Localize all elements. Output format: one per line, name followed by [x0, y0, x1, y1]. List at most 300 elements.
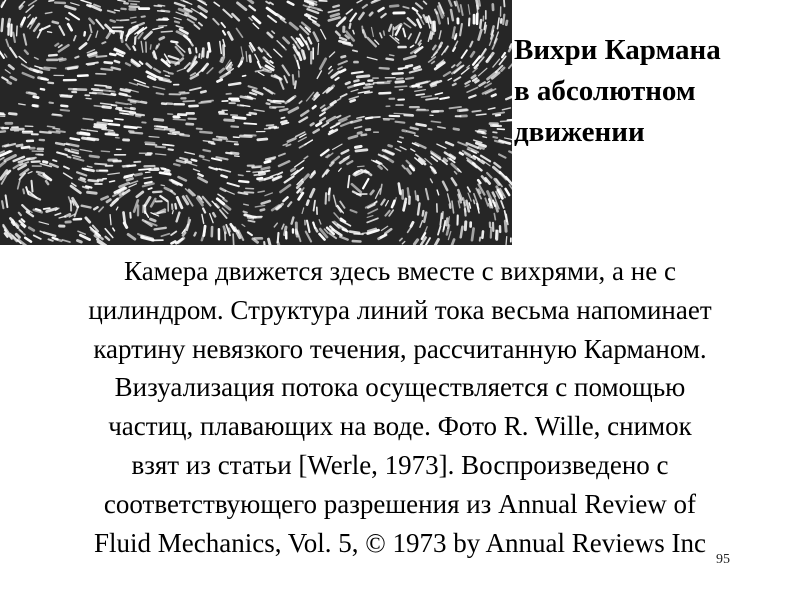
particle-streak: [437, 190, 439, 195]
particle-streak: [239, 62, 242, 67]
particle-streak: [226, 191, 235, 195]
particle-streak: [395, 149, 401, 152]
particle-streak: [103, 94, 110, 95]
particle-streak: [328, 86, 333, 90]
particle-streak: [426, 189, 428, 199]
particle-streak: [300, 118, 308, 122]
particle-streak: [417, 20, 420, 27]
particle-streak: [329, 130, 337, 134]
particle-streak: [291, 169, 294, 171]
particle-streak: [262, 168, 270, 170]
particle-streak: [477, 131, 481, 132]
particle-streak: [173, 119, 185, 120]
particle-streak: [167, 61, 178, 63]
particle-streak: [346, 82, 350, 84]
particle-streak: [408, 18, 416, 25]
particle-streak: [493, 132, 497, 133]
particle-streak: [2, 77, 7, 80]
particle-streak: [440, 214, 441, 225]
particle-streak: [336, 78, 339, 80]
particle-streak: [368, 209, 377, 214]
particle-streak: [97, 56, 107, 57]
particle-streak: [431, 81, 441, 85]
particle-streak: [49, 55, 57, 56]
particle-streak: [262, 201, 270, 204]
particle-streak: [17, 145, 22, 146]
particle-streak: [101, 69, 112, 70]
particle-streak: [154, 6, 161, 7]
particle-streak: [270, 174, 276, 176]
particle-streak: [260, 179, 265, 180]
particle-streak: [131, 90, 139, 92]
particle-streak: [350, 232, 359, 233]
particle-streak: [165, 75, 169, 76]
particle-streak: [367, 218, 378, 222]
particle-streak: [418, 204, 420, 215]
particle-streak: [159, 26, 167, 27]
particle-streak: [34, 235, 41, 239]
particle-streak: [195, 25, 200, 29]
particle-streak: [371, 191, 374, 194]
particle-streak: [88, 64, 94, 65]
particle-streak: [320, 59, 325, 69]
particle-streak: [450, 240, 454, 246]
particle-streak: [5, 54, 7, 57]
particle-streak: [311, 124, 314, 126]
particle-streak: [61, 96, 71, 97]
particle-streak: [403, 166, 406, 169]
particle-streak: [314, 33, 318, 41]
particle-streak: [115, 61, 119, 62]
particle-streak: [493, 137, 497, 138]
particle-streak: [470, 42, 472, 47]
particle-streak: [201, 91, 205, 92]
particle-streak: [88, 192, 97, 193]
particle-streak: [93, 93, 103, 94]
particle-streak: [232, 14, 239, 20]
particle-streak: [416, 3, 422, 8]
particle-streak: [413, 8, 417, 11]
particle-streak: [508, 120, 512, 121]
particle-streak: [306, 232, 311, 242]
particle-streak: [153, 192, 161, 193]
particle-streak: [493, 112, 504, 114]
particle-streak: [202, 214, 204, 223]
particle-streak: [44, 208, 50, 209]
particle-streak: [95, 85, 106, 86]
particle-streak: [203, 159, 209, 161]
particle-streak: [124, 223, 126, 227]
particle-streak: [128, 234, 135, 239]
particle-streak: [265, 193, 273, 196]
particle-streak: [494, 214, 495, 220]
particle-streak: [269, 159, 275, 161]
particle-streak: [258, 178, 262, 179]
particle-streak: [454, 66, 463, 73]
particle-streak: [477, 5, 478, 13]
particle-streak: [231, 224, 235, 230]
particle-streak: [333, 6, 339, 8]
particle-streak: [60, 26, 65, 35]
particle-streak: [509, 151, 512, 153]
particle-streak: [316, 228, 318, 231]
particle-streak: [65, 214, 70, 216]
particle-streak: [505, 138, 512, 140]
particle-streak: [460, 153, 463, 155]
particle-streak: [239, 181, 248, 182]
particle-streak: [411, 128, 418, 130]
particle-streak: [243, 76, 246, 77]
particle-streak: [407, 169, 410, 173]
particle-streak: [157, 93, 164, 94]
particle-streak: [22, 205, 29, 212]
particle-streak: [130, 17, 136, 18]
particle-streak: [351, 90, 358, 92]
particle-streak: [156, 46, 157, 49]
particle-streak: [150, 45, 151, 49]
particle-streak: [22, 147, 29, 148]
particle-streak: [22, 219, 25, 222]
particle-streak: [458, 142, 467, 145]
particle-streak: [461, 5, 463, 15]
particle-streak: [421, 96, 431, 97]
particle-streak: [175, 204, 176, 209]
particle-streak: [346, 9, 352, 14]
particle-streak: [506, 96, 512, 99]
particle-streak: [254, 110, 264, 112]
particle-streak: [17, 26, 18, 36]
particle-streak: [366, 118, 372, 119]
particle-streak: [83, 138, 95, 140]
particle-streak: [423, 211, 424, 216]
particle-streak: [305, 140, 312, 144]
particle-streak: [364, 87, 372, 88]
particle-streak: [19, 57, 26, 63]
particle-streak: [199, 178, 207, 182]
particle-streak: [304, 156, 308, 159]
particle-streak: [277, 15, 281, 18]
particle-streak: [102, 197, 108, 200]
particle-streak: [255, 205, 264, 207]
particle-streak: [248, 0, 253, 3]
particle-streak: [176, 47, 183, 56]
particle-streak: [329, 18, 340, 21]
particle-streak: [363, 179, 368, 188]
particle-streak: [295, 81, 296, 88]
particle-streak: [71, 3, 79, 6]
particle-streak: [370, 13, 372, 15]
particle-streak: [295, 161, 304, 167]
particle-streak: [189, 49, 190, 53]
particle-streak: [40, 26, 50, 31]
particle-streak: [141, 102, 146, 103]
particle-streak: [393, 73, 403, 74]
particle-streak: [53, 22, 58, 23]
particle-streak: [339, 61, 347, 64]
particle-streak: [379, 93, 390, 94]
particle-streak: [34, 97, 38, 98]
particle-streak: [340, 38, 346, 40]
particle-streak: [2, 201, 3, 208]
particle-streak: [25, 51, 28, 54]
particle-streak: [506, 21, 507, 25]
particle-streak: [478, 68, 487, 76]
particle-streak: [164, 71, 169, 73]
particle-streak: [342, 56, 345, 57]
particle-streak: [233, 117, 245, 118]
particle-streak: [180, 158, 187, 160]
particle-streak: [380, 68, 389, 69]
particle-streak: [86, 218, 90, 222]
particle-streak: [244, 123, 256, 124]
particle-streak: [438, 127, 445, 128]
particle-streak: [82, 129, 88, 130]
particle-streak: [281, 121, 286, 122]
particle-streak: [160, 37, 164, 39]
particle-streak: [400, 147, 406, 150]
particle-streak: [405, 115, 413, 116]
particle-streak: [229, 83, 240, 85]
particle-streak: [9, 65, 13, 68]
particle-streak: [437, 13, 440, 24]
particle-streak: [105, 62, 112, 63]
particle-streak: [480, 20, 481, 28]
particle-streak: [415, 191, 416, 200]
particle-streak: [307, 201, 308, 205]
particle-streak: [462, 68, 470, 74]
particle-streak: [472, 229, 474, 241]
particle-streak: [113, 228, 115, 231]
particle-streak: [314, 201, 315, 211]
particle-streak: [486, 179, 490, 184]
particle-streak: [279, 161, 289, 166]
particle-streak: [403, 29, 405, 37]
particle-streak: [151, 219, 156, 221]
caption-line: Fluid Mechanics, Vol. 5, © 1973 by Annual Reviews Inc: [94, 527, 706, 558]
particle-streak: [444, 159, 447, 161]
particle-streak: [274, 223, 277, 227]
particle-streak: [288, 138, 296, 141]
particle-streak: [292, 218, 294, 224]
particle-streak: [120, 183, 129, 187]
particle-streak: [145, 197, 150, 205]
particle-streak: [460, 24, 462, 35]
particle-streak: [379, 8, 384, 11]
particle-streak: [477, 204, 478, 209]
particle-streak: [495, 179, 499, 184]
particle-streak: [479, 190, 481, 193]
particle-streak: [494, 163, 500, 167]
particle-streak: [107, 87, 111, 88]
particle-streak: [355, 127, 362, 129]
particle-streak: [372, 28, 374, 37]
particle-streak: [501, 68, 504, 71]
particle-streak: [505, 221, 506, 231]
particle-streak: [22, 64, 29, 68]
particle-streak: [326, 193, 327, 204]
particle-streak: [259, 48, 262, 52]
particle-streak: [87, 130, 97, 131]
particle-streak: [136, 116, 140, 117]
particle-streak: [381, 226, 387, 230]
particle-streak: [431, 121, 440, 122]
particle-streak: [121, 20, 129, 21]
particle-streak: [6, 40, 8, 47]
caption-line: взят из статьи [Werle, 1973]. Воспроизведено с: [131, 449, 669, 480]
particle-streak: [49, 0, 54, 1]
particle-streak: [218, 194, 224, 198]
particle-streak: [230, 65, 232, 67]
particle-streak: [163, 145, 174, 146]
particle-streak: [196, 48, 197, 52]
particle-streak: [63, 240, 70, 242]
particle-streak: [318, 44, 319, 55]
particle-streak: [228, 32, 232, 39]
particle-streak: [242, 224, 245, 226]
particle-streak: [199, 7, 207, 12]
particle-streak: [145, 182, 152, 183]
particle-streak: [132, 22, 136, 23]
particle-streak: [278, 243, 279, 246]
particle-streak: [301, 111, 308, 116]
particle-streak: [504, 0, 505, 6]
particle-streak: [465, 81, 470, 84]
particle-streak: [161, 185, 164, 186]
particle-streak: [352, 72, 363, 74]
particle-streak: [81, 178, 85, 179]
particle-streak: [357, 76, 369, 77]
particle-streak: [403, 131, 406, 132]
particle-streak: [469, 95, 475, 97]
particle-streak: [244, 192, 253, 193]
particle-streak: [126, 44, 130, 49]
particle-streak: [26, 6, 33, 13]
particle-streak: [101, 151, 109, 152]
particle-streak: [307, 221, 310, 232]
particle-streak: [444, 98, 449, 99]
particle-streak: [338, 67, 342, 69]
particle-streak: [122, 165, 129, 166]
particle-streak: [154, 212, 165, 214]
particle-streak: [453, 84, 456, 85]
particle-streak: [249, 6, 255, 10]
particle-streak: [44, 233, 55, 236]
particle-streak: [149, 137, 159, 138]
particle-streak: [112, 94, 115, 95]
particle-streak: [321, 30, 326, 39]
particle-streak: [57, 131, 65, 132]
particle-streak: [283, 66, 290, 76]
particle-streak: [356, 146, 362, 147]
vortex-particle-image: [0, 0, 512, 245]
particle-streak: [83, 119, 93, 120]
particle-streak: [0, 113, 3, 114]
particle-streak: [367, 57, 377, 60]
particle-streak: [87, 166, 92, 167]
caption-line: цилиндром. Структура линий тока весьма напоминает: [88, 294, 712, 325]
particle-streak: [207, 68, 213, 74]
particle-streak: [387, 59, 394, 60]
particle-streak: [29, 0, 37, 5]
particle-streak: [382, 165, 388, 170]
particle-streak: [332, 72, 339, 77]
particle-streak: [397, 78, 403, 79]
particle-streak: [115, 119, 123, 120]
particle-streak: [154, 119, 162, 120]
particle-streak: [89, 180, 98, 181]
particle-streak: [359, 13, 363, 19]
particle-streak: [129, 83, 137, 86]
particle-streak: [248, 97, 252, 98]
particle-streak: [249, 18, 252, 21]
particle-streak: [340, 70, 345, 72]
particle-streak: [385, 229, 391, 233]
particle-streak: [120, 110, 130, 112]
particle-streak: [19, 213, 21, 216]
particle-streak: [0, 51, 4, 58]
particle-streak: [357, 117, 364, 119]
particle-streak: [117, 108, 122, 109]
particle-streak: [448, 232, 450, 240]
particle-streak: [89, 19, 93, 24]
particle-streak: [224, 227, 226, 233]
particle-streak: [331, 14, 339, 16]
particle-streak: [103, 120, 112, 121]
particle-streak: [160, 173, 170, 175]
particle-streak: [108, 173, 119, 175]
particle-streak: [75, 57, 78, 58]
particle-streak: [332, 157, 339, 163]
particle-streak: [350, 14, 356, 22]
particle-streak: [80, 44, 86, 49]
particle-streak: [509, 62, 512, 69]
particle-streak: [379, 235, 386, 239]
particle-streak: [202, 64, 207, 70]
particle-streak: [223, 199, 226, 201]
caption-line: Визуализация потока осуществляется с помощью: [114, 372, 686, 403]
particle-streak: [55, 213, 61, 215]
particle-streak: [210, 214, 213, 223]
particle-streak: [356, 150, 367, 151]
particle-streak: [337, 99, 340, 101]
particle-streak: [402, 242, 405, 244]
particle-streak: [114, 10, 119, 11]
particle-streak: [358, 133, 361, 134]
particle-streak: [457, 62, 461, 65]
particle-streak: [171, 232, 176, 236]
particle-streak: [476, 114, 486, 115]
particle-streak: [358, 166, 365, 167]
particle-streak: [6, 195, 8, 207]
particle-streak: [448, 194, 451, 204]
particle-streak: [78, 75, 88, 76]
particle-streak: [131, 112, 135, 113]
particle-streak: [456, 1, 459, 11]
particle-streak: [270, 3, 273, 5]
particle-streak: [102, 42, 105, 43]
particle-streak: [174, 18, 181, 20]
particle-streak: [134, 80, 145, 84]
particle-streak: [106, 237, 110, 240]
particle-streak: [476, 81, 479, 83]
particle-streak: [98, 123, 108, 124]
particle-streak: [175, 22, 179, 23]
particle-streak: [189, 40, 192, 45]
particle-streak: [19, 104, 26, 105]
particle-streak: [198, 174, 202, 176]
particle-streak: [349, 136, 357, 138]
particle-streak: [135, 174, 141, 175]
